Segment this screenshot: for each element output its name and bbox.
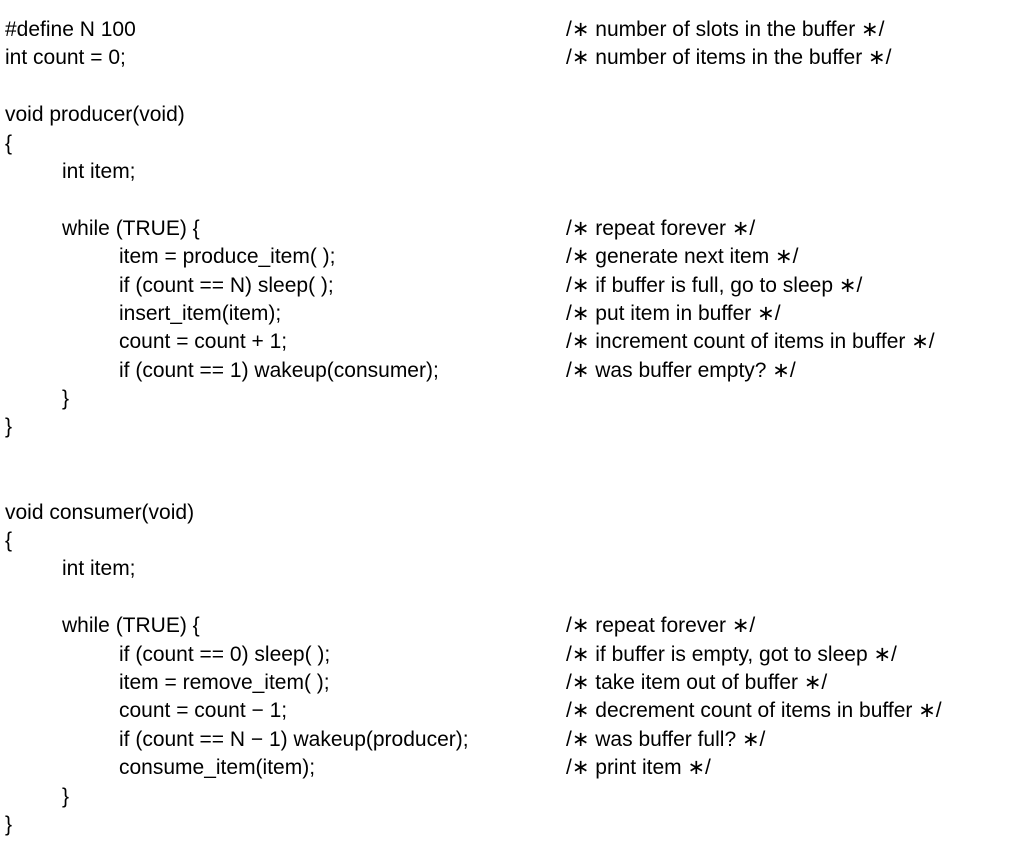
code-text: void producer(void): [5, 103, 185, 127]
code-text: }: [62, 387, 70, 411]
code-comment: /∗ print item ∗/: [566, 756, 711, 780]
code-line: [5, 754, 1015, 782]
code-comment: /∗ number of slots in the buffer ∗/: [566, 18, 885, 41]
code-comment: /∗ increment count of items in buffer ∗/: [566, 330, 935, 354]
code-line: [5, 101, 1015, 129]
code-comment: /∗ was buffer empty? ∗/: [566, 358, 796, 382]
code-line: [5, 811, 1015, 839]
code-line: [5, 328, 1015, 356]
code-line: [5, 215, 1015, 243]
code-line: [5, 357, 1015, 385]
code-line: [5, 300, 1015, 328]
code-text: item = remove_item( );: [119, 670, 330, 694]
code-line: [5, 158, 1015, 186]
code-line: [5, 272, 1015, 300]
code-line: [5, 726, 1015, 754]
code-line: [5, 584, 1015, 612]
code-line: [5, 783, 1015, 811]
code-line: [5, 44, 1015, 72]
code-line: [5, 413, 1015, 441]
code-text: if (count == 0) sleep( );: [119, 642, 331, 666]
code-comment: /∗ generate next item ∗/: [566, 245, 799, 269]
code-text: while (TRUE) {: [62, 614, 200, 638]
code-text: item = produce_item( );: [119, 245, 336, 269]
code-text: int item;: [62, 159, 136, 183]
code-text: int item;: [62, 557, 136, 581]
code-line: [5, 697, 1015, 725]
code-text: count = count − 1;: [119, 699, 288, 723]
code-text: if (count == N) sleep( );: [119, 273, 334, 297]
code-line: [5, 527, 1015, 555]
code-line: [5, 470, 1015, 498]
code-text: }: [5, 415, 13, 439]
code-line: [5, 130, 1015, 158]
code-text: {: [5, 529, 13, 553]
code-line: [5, 555, 1015, 583]
code-comment: /∗ take item out of buffer ∗/: [566, 670, 828, 694]
code-text: if (count == 1) wakeup(consumer);: [119, 358, 439, 382]
code-comment: /∗ put item in buffer ∗/: [566, 301, 781, 325]
code-comment: /∗ was buffer full? ∗/: [566, 727, 766, 751]
code-text: if (count == N − 1) wakeup(producer);: [119, 727, 469, 751]
code-text: insert_item(item);: [119, 301, 282, 325]
code-line: [5, 442, 1015, 470]
code-line: [5, 186, 1015, 214]
code-text: while (TRUE) {: [62, 216, 200, 240]
code-text: }: [62, 784, 70, 808]
code-line: [5, 385, 1015, 413]
code-listing: [5, 16, 1015, 839]
code-text: #define N 100: [5, 18, 136, 41]
code-comment: /∗ repeat forever ∗/: [566, 216, 756, 240]
code-line: [5, 641, 1015, 669]
code-line: [5, 669, 1015, 697]
code-line: [5, 73, 1015, 101]
code-line: [5, 16, 1015, 44]
code-text: void consumer(void): [5, 500, 195, 524]
code-line: [5, 499, 1015, 527]
code-text: int count = 0;: [5, 46, 126, 70]
code-line: [5, 243, 1015, 271]
code-line: [5, 612, 1015, 640]
code-comment: /∗ if buffer is full, go to sleep ∗/: [566, 273, 863, 297]
code-comment: /∗ repeat forever ∗/: [566, 614, 756, 638]
code-text: count = count + 1;: [119, 330, 288, 354]
code-text: {: [5, 131, 13, 155]
code-comment: /∗ number of items in the buffer ∗/: [566, 46, 892, 70]
code-comment: /∗ if buffer is empty, got to sleep ∗/: [566, 642, 897, 666]
code-text: }: [5, 812, 13, 836]
code-comment: /∗ decrement count of items in buffer ∗/: [566, 699, 942, 723]
code-text: consume_item(item);: [119, 756, 316, 780]
